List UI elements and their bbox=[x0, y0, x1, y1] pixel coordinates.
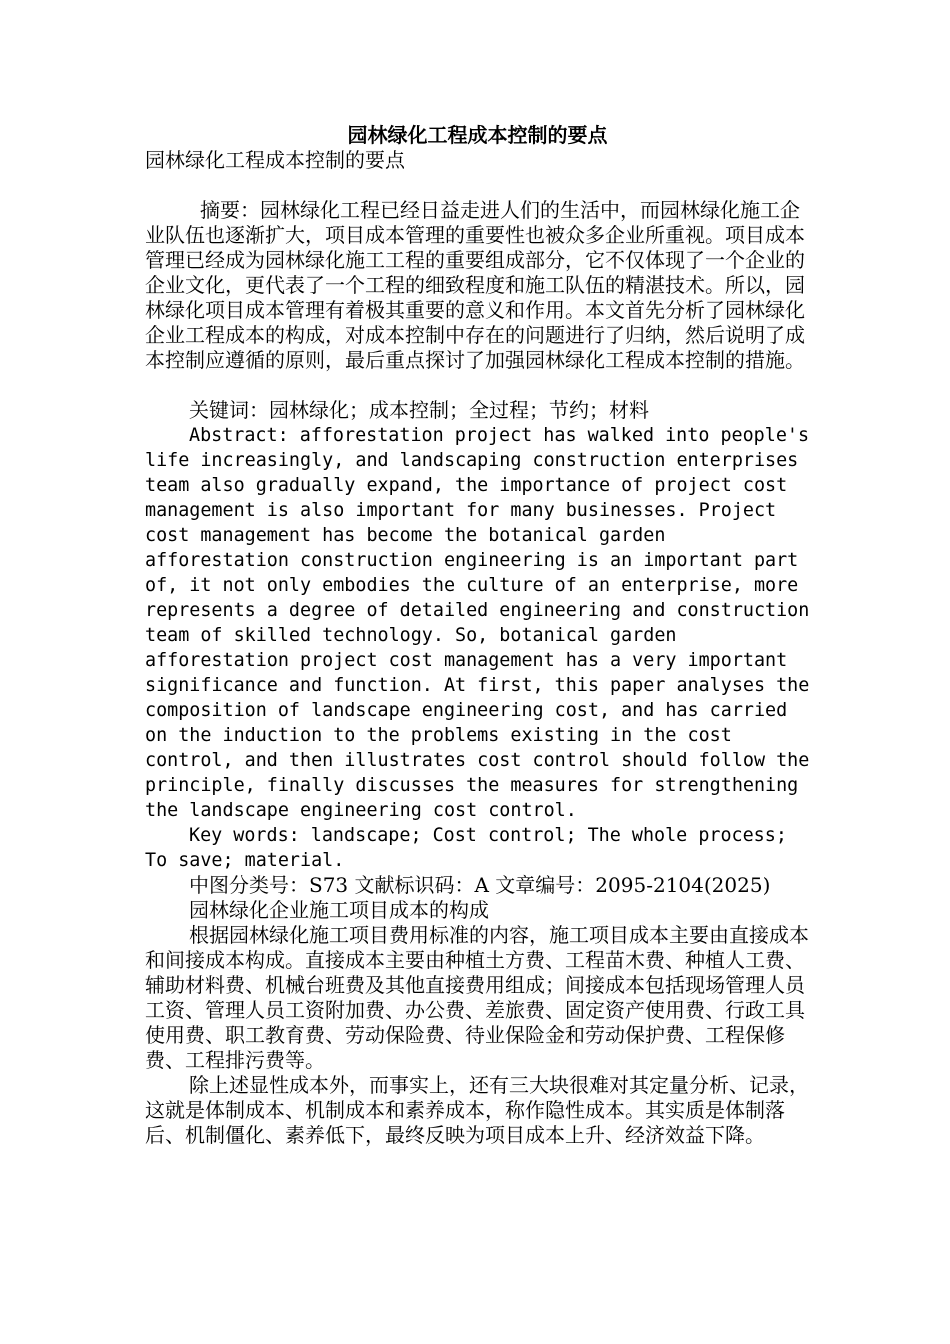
classification-line: 中图分类号：S73 文献标识码：A 文章编号：2095-2104(2025) bbox=[189, 873, 771, 897]
document-title: 园林绿化工程成本控制的要点 bbox=[347, 123, 608, 147]
section-heading: 园林绿化企业施工项目成本的构成 bbox=[189, 898, 489, 922]
abstract-english: Abstract: afforestation project has walked into people's life increasingly, and landscaping construction enterprises team also gradually expand, the importance of project cost management is also important for many businesses. Project cost management has become the botanical garden afforestation construction engineering is an important part of, it not only embodies the culture of an enterprise, more represents a degree of detailed engineering and construction team of skilled technology. So, botanical garden afforestation project cost management has a very important significance and function. At first, this paper analyses the composition of landscape engineering cost, and has carried on the induction to the problems existing in the cost control, and then illustrates cost control should follow the principle, finally discusses the measures for strengthening the landscape engineering cost control. bbox=[145, 425, 810, 821]
keywords-english: Key words: landscape; Cost control; The whole process; To save; material. bbox=[145, 825, 787, 871]
document-subtitle: 园林绿化工程成本控制的要点 bbox=[145, 148, 405, 172]
abstract-chinese: 摘要：园林绿化工程已经日益走进人们的生活中，而园林绿化施工企业队伍也逐渐扩大，项目成本管理的重要性也被众多企业所重视。项目成本管理已经成为园林绿化施工工程的重要组成部分，它不仅体现了一个企业的企业文化，更代表了一个工程的细致程度和施工队伍的精湛技术。所以，园林绿化项目成本管理有着极其重要的意义和作用。本文首先分析了园林绿化企业工程成本的构成，对成本控制中存在的问题进行了归纳，然后说明了成本控制应遵循的原则，最后重点探讨了加强园林绿化工程成本控制的措施。 bbox=[145, 198, 805, 372]
keywords-chinese: 关键词：园林绿化；成本控制；全过程；节约；材料 bbox=[189, 398, 649, 422]
body-paragraph: 除上述显性成本外，而事实上，还有三大块很难对其定量分析、记录，这就是体制成本、机制成本和素养成本，称作隐性成本。其实质是体制落后、机制僵化、素养低下，最终反映为项目成本上升、经济效益下降。 bbox=[145, 1073, 809, 1147]
body-paragraph: 根据园林绿化施工项目费用标准的内容，施工项目成本主要由直接成本和间接成本构成。直接成本主要由种植土方费、工程苗木费、种植人工费、辅助材料费、机械台班费及其他直接费用组成；间接成本包括现场管理人员工资、管理人员工资附加费、办公费、差旅费、固定资产使用费、行政工具使用费、职工教育费、劳动保险费、待业保险金和劳动保护费、工程保修费、工程排污费等。 bbox=[145, 923, 809, 1072]
document-body bbox=[145, 122, 810, 1148]
